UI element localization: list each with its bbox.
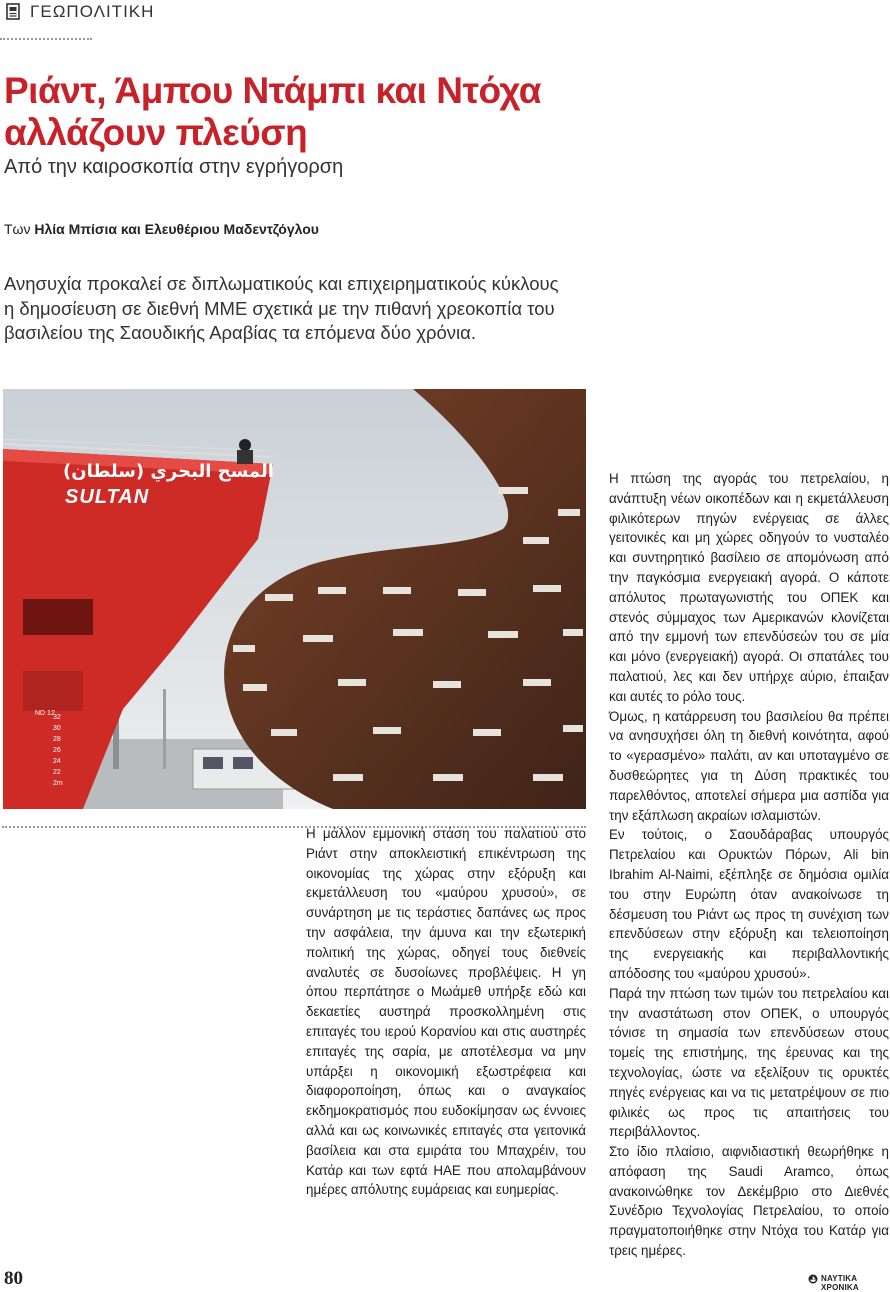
draft-mark: 26 — [53, 747, 61, 754]
sailor — [239, 439, 251, 451]
ship-photo — [3, 389, 586, 809]
body-paragraph: Εν τούτοις, ο Σαουδάραβας υπουργός Πετρελαίου και Ορυκτών Πόρων, Ali bin Ibrahim Al-Naimi, εξέπληξε σε δημόσια ομιλία του στην Ευρώπη όταν ανακοίνωσε τη δέσμευση του Ριάντ ως προς τη συνέχιση των επενδύσεων στην εξόρυξη και τελειοποίηση της ενεργειακής και περιβαλλοντικής απόδοσης του «μαύρου χρυσού». — [609, 827, 889, 981]
body-paragraph: Στο ίδιο πλαίσιο, αιφνιδιαστική θεωρήθηκε η απόφαση της Saudi Aramco, όπως ανακοινώθηκε τον Δεκέμβριο στο Διεθνές Συνέδριο Τεχνολογίας Πετρελαίου, το οποίο πραγματοποιήθηκε στην Ντόχα του Κατάρ για τρεις ημέρες. — [609, 1144, 889, 1259]
publication-name: ΝΑΥΤΙΚΑ ΧΡΟΝΙΚΑ — [821, 1274, 859, 1292]
publication-logo-icon — [808, 1274, 818, 1284]
draft-mark: 32 — [53, 714, 61, 721]
page-number: 80 — [4, 1268, 23, 1289]
draft-mark: 2m — [53, 780, 63, 787]
body-paragraph: Όμως, η κατάρρευση του βασιλείου θα πρέπει να ανησυχήσει όλη τη διεθνή κοινότητα, αφού το «γερασμένο» παλάτι, αν και υποταγμένο σε δυσθεώρητες για τη Δύση πρακτικές του παρελθόντος, αποτελεί σήμερα μια ασπίδα για την εξάπλωση ακραίων ισλαμιστών. — [609, 708, 889, 823]
body-column-middle — [306, 824, 586, 1200]
ship-name: SULTAN — [65, 486, 150, 508]
hull-mark: ND 12 — [35, 710, 55, 717]
section-label: ΓΕΩΠΟΛΙΤΙΚΗ — [30, 2, 155, 21]
article-subtitle: Από την καιροσκοπία στην εγρήγορση — [4, 156, 344, 178]
body-column-right — [609, 469, 889, 1261]
section-divider — [0, 38, 92, 40]
ship-name-arabic: المسح البحري (سلطان) — [63, 461, 274, 482]
authors-prefix: Των — [4, 221, 31, 237]
draft-mark: 22 — [53, 769, 61, 776]
document-icon — [6, 3, 20, 20]
article-lead: Ανησυχία προκαλεί σε διπλωματικούς και επιχειρηματικούς κύκλους η δημοσίευση σε διεθνή ΜΜΕ σχετικά με την πιθανή χρεοκοπία του βασιλείου της Σαουδικής Αραβίας τα επόμενα δύο χρόνια. — [4, 273, 559, 343]
draft-mark: 24 — [53, 758, 61, 765]
body-paragraph: Παρά την πτώση των τιμών του πετρελαίου και την αναστάτωση στον ΟΠΕΚ, ο υπουργός τόνισε τη σημασία των επενδύσεων στους τομείς της επιστήμης, της έρευνας και της τεχνολογίας, ώστε να εξελίξουν τις ορυκτές πηγές ενέργειας και να τις μετατρέψουν σε πιο φιλικές ως προς τις απαιτήσεις του περιβάλλοντος. — [609, 985, 889, 1140]
draft-mark: 28 — [53, 736, 61, 743]
authors-names: Ηλία Μπίσια και Ελευθέριου Μαδεντζόγλου — [34, 221, 319, 237]
body-paragraph: Η μάλλον εμμονική στάση του παλατιού στο Ριάντ στην αποκλειστική επικέντρωση της οικονομίας της χώρας στην εξόρυξη και εκμετάλλευση του «μαύρου χρυσού», σε συνάρτηση με τις τεράστιες δαπάνες ως προς την ασφάλεια, την άμυνα και την εξωτερική πολιτική της χώρας, οδηγεί τους διεθνείς αναλυτές σε δυσοίωνες προβλέψεις. Η γη όπου περπάτησε ο Μωάμεθ υπήρξε εδώ και δεκαετίες αυστηρά προσκολλημένη στις επιταγές του ιερού Κορανίου και στις αυστηρές επιταγές της σαρία, με αποτέλεσμα να μην υπάρξει η οικονομική εξωστρέφεια και διαφοροποίηση, όπως και ο αναγκαίος εκδημοκρατισμός που ευδοκίμησαν ως έννοιες αλλά και ως κοινωνικές επιταγές στα γειτονικά βασίλεια και στα εμιράτα του Μπαχρέιν, του Κατάρ και των εφτά ΗΑΕ που απολαμβάνουν ημέρες απόλυτης ευμάρειας και ευημερίας. — [306, 826, 586, 1198]
body-paragraph: Η πτώση της αγοράς του πετρελαίου, η ανάπτυξη νέων οικοπέδων και η εκμετάλλευση φιλικότερων πηγών ενέργειας σε άλλες γειτονικές και μη χώρες οδηγούν το νυσταλέο και συντηρητικό βασίλειο σε απομόνωση από την παγκόσμια ενεργειακή αγορά. Ο κάποτε απόλυτος πρωταγωνιστής του ΟΠΕΚ και στενός σύμμαχος των Αμερικανών κλονίζεται από την εμμονή των επενδύσεών του σε μία και μόνο (ενεργειακή) αγορά. Οι σπατάλες του παλατιού, λες και δεν υπήρχε αύριο, έπαιξαν και αυτές το ρόλο τους. — [609, 471, 889, 704]
hull-opening — [23, 599, 93, 635]
article-title: Ριάντ, Άμπου Ντάμπι και Ντόχα αλλάζουν πλεύση — [4, 70, 541, 153]
draft-mark: 30 — [53, 725, 61, 732]
article-authors — [4, 221, 319, 237]
